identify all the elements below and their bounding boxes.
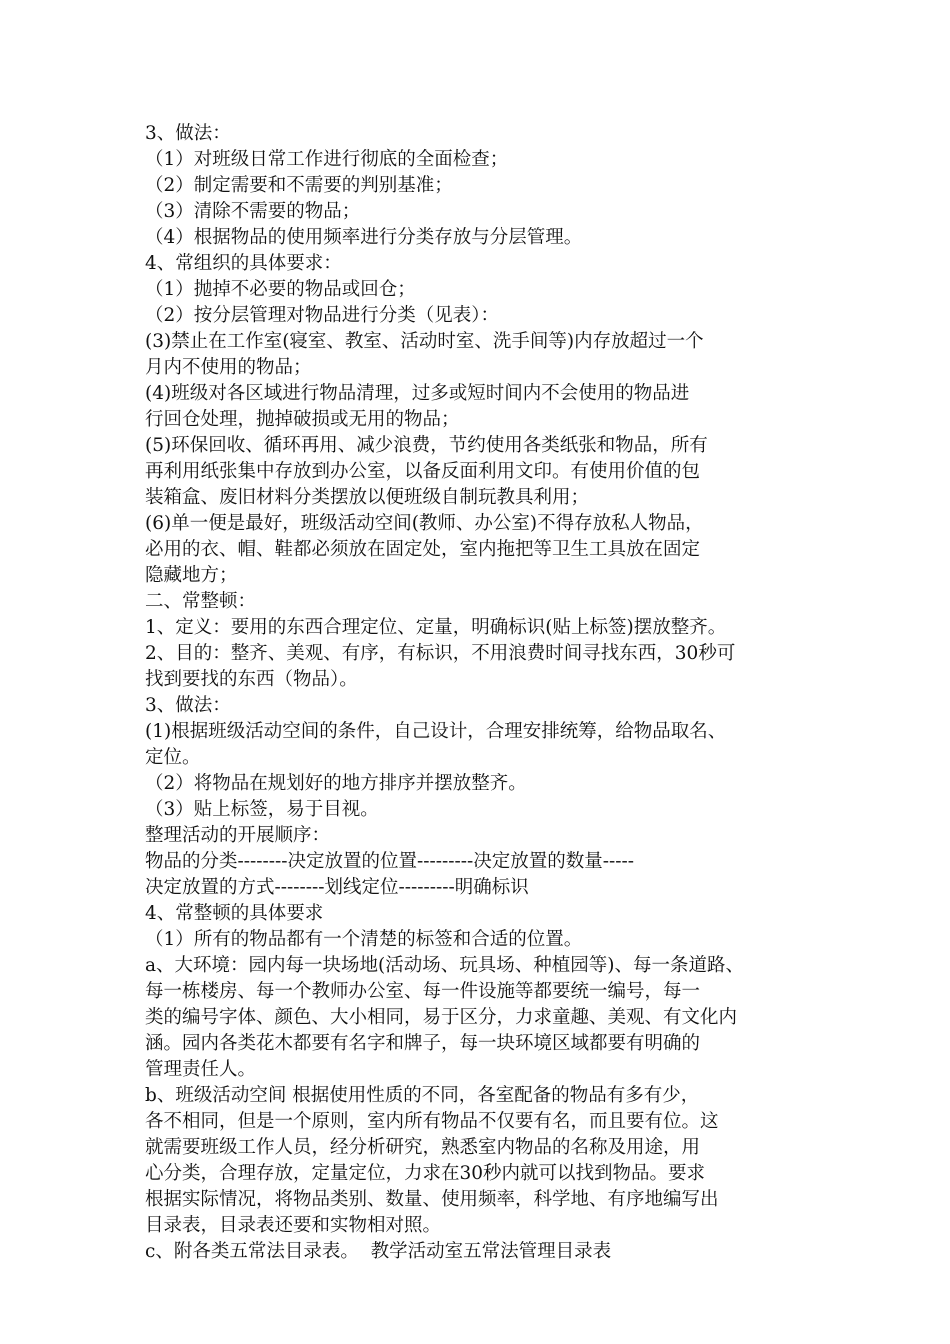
text-line: 目录表，目录表还要和实物相对照。 xyxy=(145,1215,442,1236)
section-heading: 二、常整顿： xyxy=(145,591,257,612)
text-line: 再利用纸张集中存放到办公室，以备反面利用文印。有使用价值的包 xyxy=(145,461,701,482)
text-line: (1)根据班级活动空间的条件，自己设计，合理安排统筹，给物品取名、 xyxy=(145,721,727,742)
text-line: 涵。园内各类花木都要有名字和牌子，每一块环境区域都要有明确的 xyxy=(145,1033,701,1054)
text-line: （3）贴上标签，易于目视。 xyxy=(145,799,379,820)
text-line: 3、做法： xyxy=(145,123,231,144)
text-line: 隐藏地方； xyxy=(145,565,238,586)
text-line: （1）对班级日常工作进行彻底的全面检查； xyxy=(145,149,509,170)
text-line: （2）按分层管理对物品进行分类（见表）： xyxy=(145,305,500,326)
text-line: 月内不使用的物品； xyxy=(145,357,312,378)
text-line: 装箱盒、废旧材料分类摆放以便班级自制玩教具利用； xyxy=(145,487,590,508)
text-line: c、附各类五常法目录表。 教学活动室五常法管理目录表 xyxy=(145,1241,612,1262)
text-line: （3）清除不需要的物品； xyxy=(145,201,361,222)
text-line: 整理活动的开展顺序： xyxy=(145,825,331,846)
text-line: 决定放置的方式--------划线定位---------明确标识 xyxy=(145,877,529,898)
text-line: 找到要找的东西（物品）。 xyxy=(145,669,358,690)
text-line: (5)环保回收、循环再用、减少浪费，节约使用各类纸张和物品，所有 xyxy=(145,435,708,456)
section-heading: 4、常组织的具体要求： xyxy=(145,253,342,274)
text-line: (4)班级对各区域进行物品清理，过多或短时间内不会使用的物品进 xyxy=(145,383,690,404)
text-line: （2）制定需要和不需要的判别基准； xyxy=(145,175,453,196)
text-line: 根据实际情况，将物品类别、数量、使用频率，科学地、有序地编写出 xyxy=(145,1189,719,1210)
text-line: 管理责任人。 xyxy=(145,1059,257,1080)
text-line: 各不相同，但是一个原则，室内所有物品不仅要有名，而且要有位。这 xyxy=(145,1111,719,1132)
text-line: 每一栋楼房、每一个教师办公室、每一件设施等都要统一编号，每一 xyxy=(145,981,701,1002)
text-line: （1）抛掉不必要的物品或回仓； xyxy=(145,279,416,300)
text-line: 心分类，合理存放，定量定位，力求在30秒内就可以找到物品。要求 xyxy=(145,1163,706,1184)
text-line: （1）所有的物品都有一个清楚的标签和合适的位置。 xyxy=(145,929,583,950)
text-line: 定位。 xyxy=(145,747,201,768)
text-line: 1、定义：要用的东西合理定位、定量，明确标识(贴上标签)摆放整齐。 xyxy=(145,617,727,638)
text-line: 2、目的：整齐、美观、有序，有标识，不用浪费时间寻找东西，30秒可 xyxy=(145,643,736,664)
section-heading: 4、常整顿的具体要求 xyxy=(145,903,324,924)
text-line: 类的编号字体、颜色、大小相同，易于区分，力求童趣、美观、有文化内 xyxy=(145,1007,738,1028)
text-line: （4）根据物品的使用频率进行分类存放与分层管理。 xyxy=(145,227,583,248)
text-line: b、班级活动空间 根据使用性质的不同，各室配备的物品有多有少， xyxy=(145,1085,700,1106)
text-line: 物品的分类--------决定放置的位置---------决定放置的数量----- xyxy=(145,851,635,872)
text-line: 3、做法： xyxy=(145,695,231,716)
text-line: 必用的衣、帽、鞋都必须放在固定处，室内拖把等卫生工具放在固定 xyxy=(145,539,701,560)
text-line: (6)单一便是最好，班级活动空间(教师、办公室)不得存放私人物品， xyxy=(145,513,704,534)
document-body xyxy=(145,121,825,1265)
text-line: a、大环境：园内每一块场地(活动场、玩具场、种植园等)、每一条道路、 xyxy=(145,955,744,976)
text-line: （2）将物品在规划好的地方排序并摆放整齐。 xyxy=(145,773,527,794)
text-line: 就需要班级工作人员，经分析研究，熟悉室内物品的名称及用途，用 xyxy=(145,1137,701,1158)
text-line: (3)禁止在工作室(寝室、教室、活动时室、洗手间等)内存放超过一个 xyxy=(145,331,704,352)
text-line: 行回仓处理，抛掉破损或无用的物品； xyxy=(145,409,460,430)
